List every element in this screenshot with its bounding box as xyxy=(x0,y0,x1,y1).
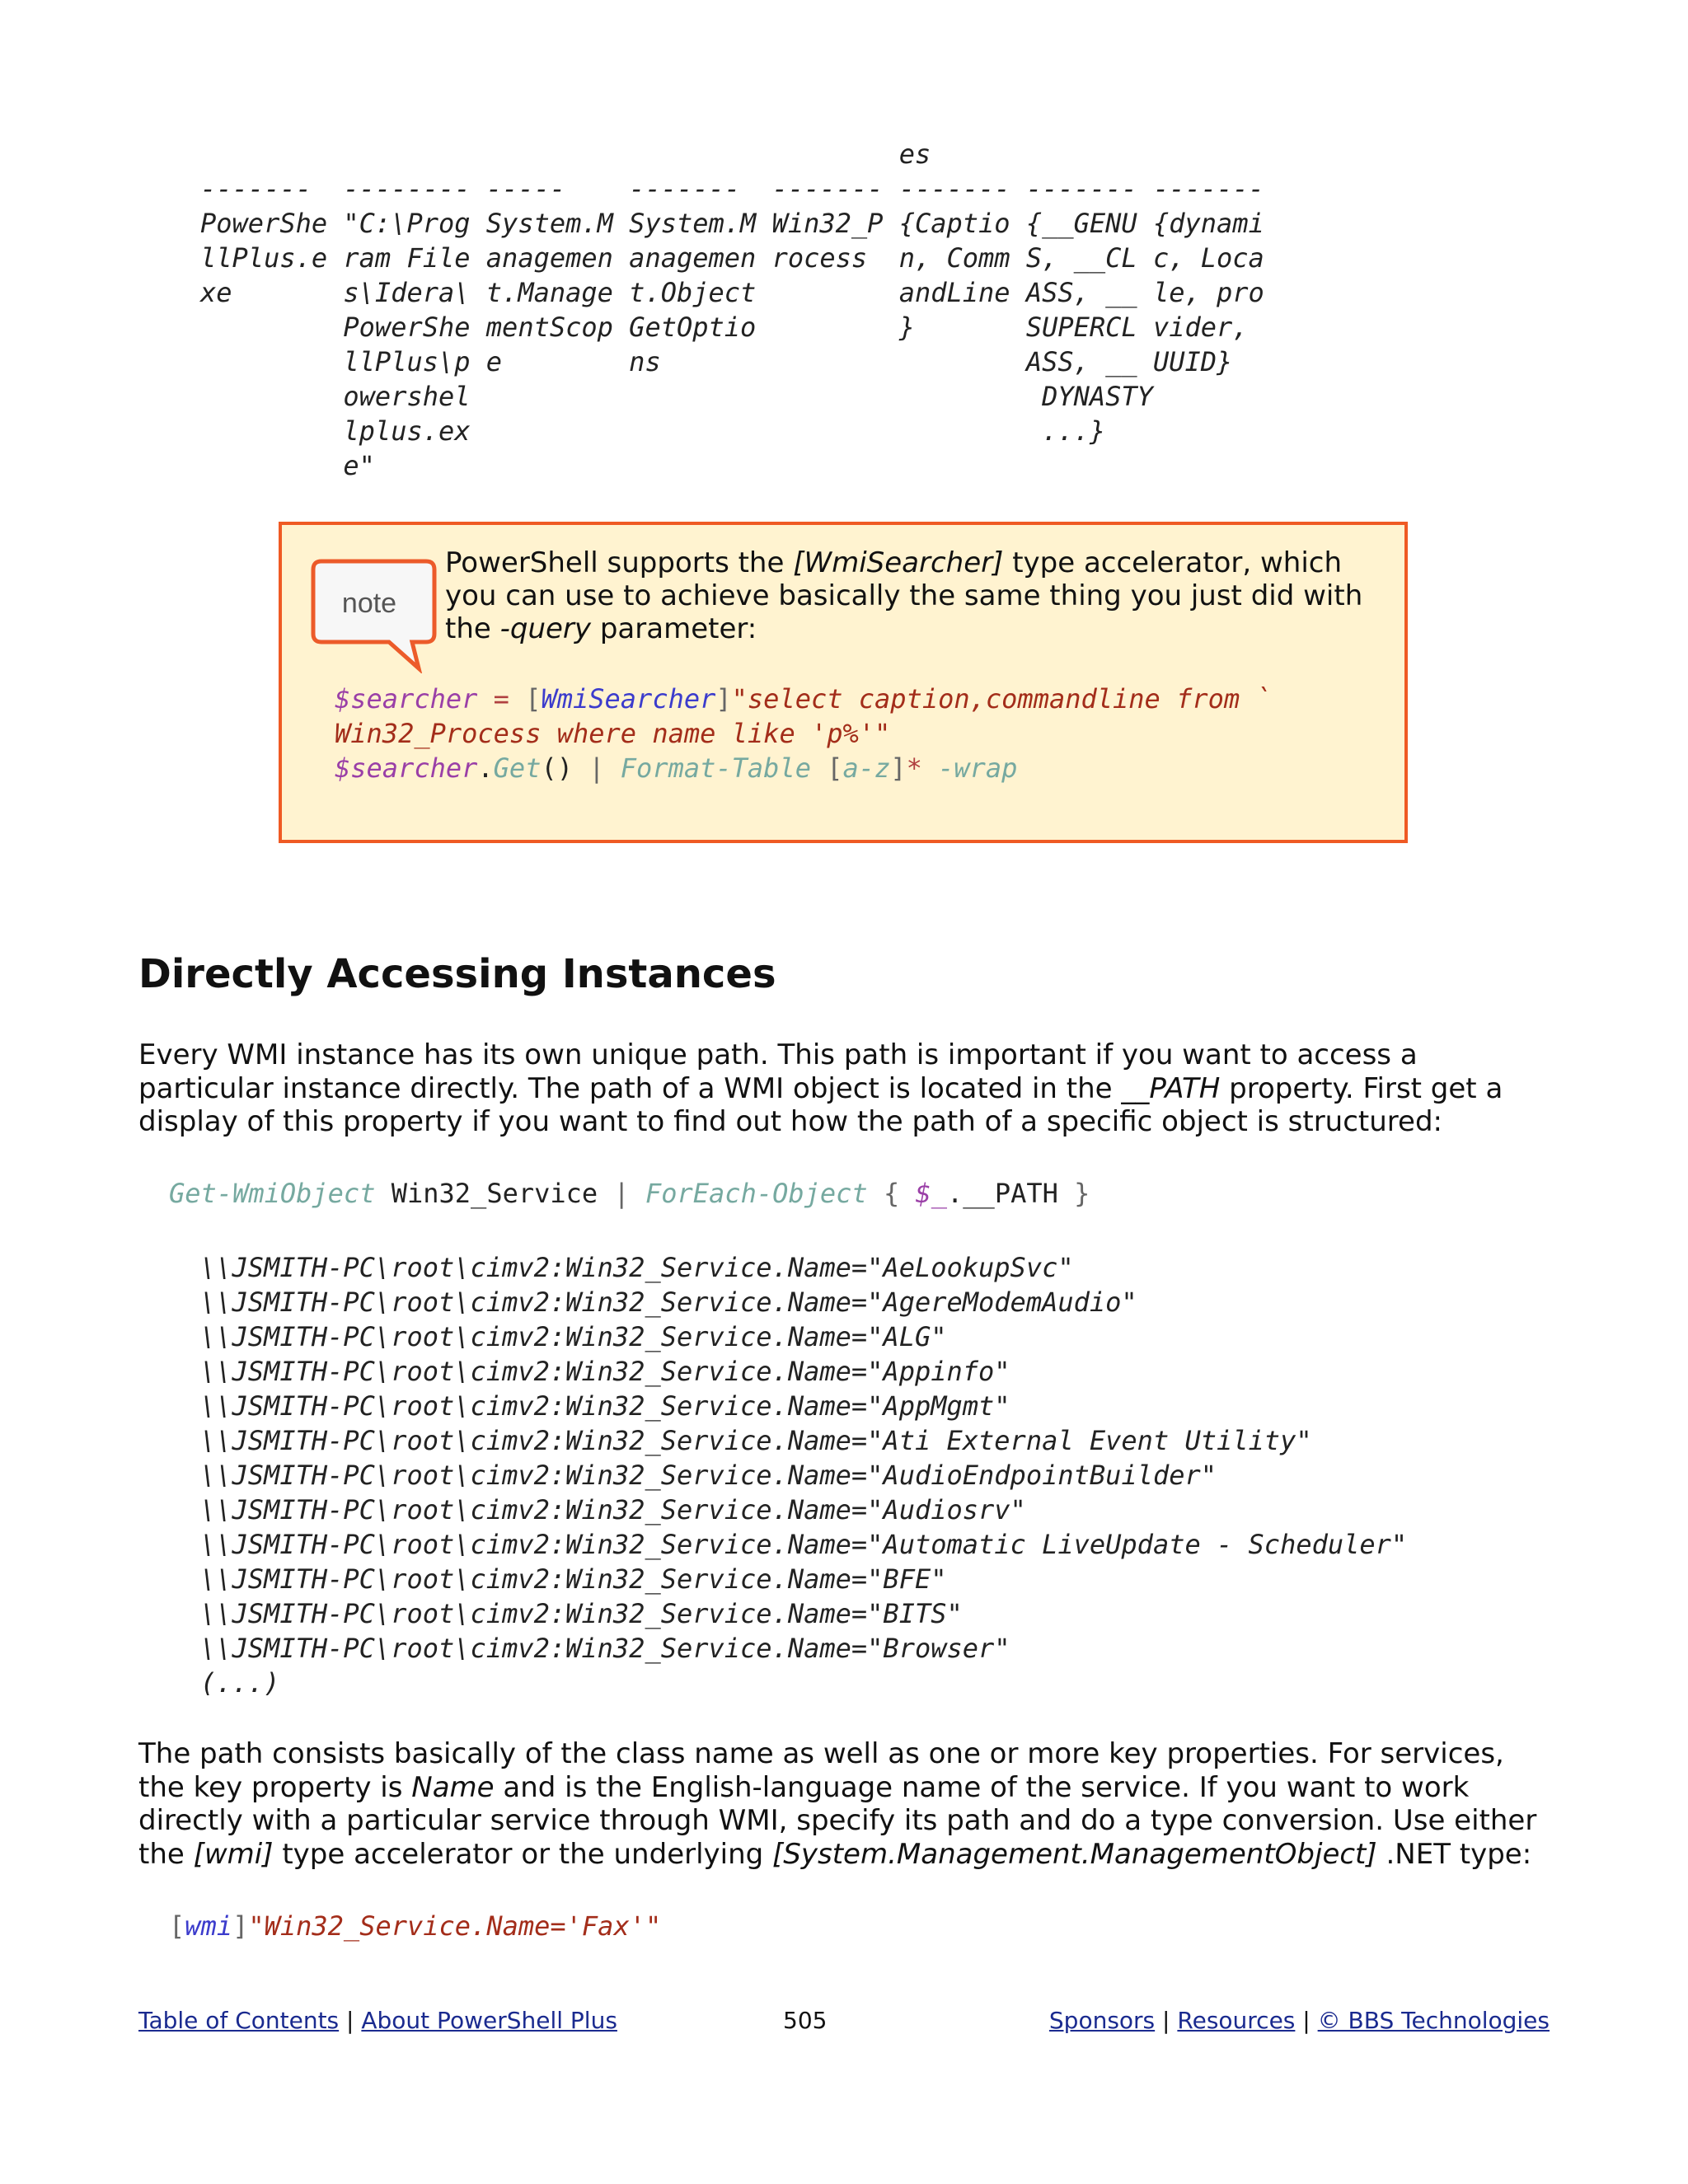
link-about-powershell-plus[interactable]: About PowerShell Plus xyxy=(361,2007,617,2034)
note-box xyxy=(279,522,1408,843)
paragraph-path-intro: Every WMI instance has its own unique path. This path is important if you want to access a particular instance directly. The path of a WMI object is located in the __PATH property. First get a display of this property if you want to find out how the path of a specific object is structured: xyxy=(138,1038,1503,1138)
path-output-line: \\JSMITH-PC\root\cimv2:Win32_Service.Name="AeLookupSvc" xyxy=(200,1252,1074,1283)
path-output-line: \\JSMITH-PC\root\cimv2:Win32_Service.Name="Browser" xyxy=(200,1633,1010,1664)
page-footer xyxy=(138,2004,1550,2037)
footer-separator: | xyxy=(1155,2007,1178,2034)
path-output-line: \\JSMITH-PC\root\cimv2:Win32_Service.Name="Audiosrv" xyxy=(200,1494,1026,1526)
paths-output xyxy=(200,1250,1407,1700)
output-table-line: owershel DYNASTY xyxy=(200,381,1153,412)
output-table-line: e" xyxy=(200,450,375,481)
note-code-block: $searcher = [WmiSearcher]"select caption,commandline from ` Win32_Process where name like 'p%'" $searcher.Get() | Format-Table [a-z]* -wrap xyxy=(335,683,1272,784)
paragraph-path-structure: The path consists basically of the class name as well as one or more key properties. For services, the key property is Name and is the English-language name of the service. If you want to work directly with a particular service through WMI, specify its path and do a type conversion. Use either the [wmi] type accelerator or the underlying [System.Management.ManagementObject] .NET type: xyxy=(138,1737,1537,1871)
path-output-line: \\JSMITH-PC\root\cimv2:Win32_Service.Name="Automatic LiveUpdate - Scheduler" xyxy=(200,1529,1408,1560)
path-output-line: \\JSMITH-PC\root\cimv2:Win32_Service.Name="AudioEndpointBuilder" xyxy=(200,1460,1217,1491)
footer-left-links xyxy=(138,2004,617,2037)
path-output-line: \\JSMITH-PC\root\cimv2:Win32_Service.Name="BITS" xyxy=(200,1598,963,1629)
path-output-line: \\JSMITH-PC\root\cimv2:Win32_Service.Name="Ati External Event Utility" xyxy=(200,1425,1312,1456)
output-table-line: llPlus.e ram File anagemen anagemen rocess n, Comm S, __CL c, Loca xyxy=(200,242,1264,274)
output-table-line: PowerShe mentScop GetOptio } SUPERCL vider, xyxy=(200,312,1249,343)
link-resources[interactable]: Resources xyxy=(1177,2007,1296,2034)
output-table-line: llPlus\p e ns ASS, __ UUID} xyxy=(200,346,1233,377)
path-output-line: \\JSMITH-PC\root\cimv2:Win32_Service.Name="Appinfo" xyxy=(200,1356,1010,1387)
output-table xyxy=(200,137,1264,483)
footer-separator: | xyxy=(339,2007,362,2034)
note-icon xyxy=(310,558,438,673)
link-sponsors[interactable]: Sponsors xyxy=(1048,2007,1156,2034)
link-table-of-contents[interactable]: Table of Contents xyxy=(138,2007,340,2034)
output-table-line: lplus.ex ...} xyxy=(200,415,1106,447)
path-output-line: \\JSMITH-PC\root\cimv2:Win32_Service.Name="BFE" xyxy=(200,1563,947,1595)
section-heading: Directly Accessing Instances xyxy=(138,951,776,997)
path-output-line: \\JSMITH-PC\root\cimv2:Win32_Service.Name="ALG" xyxy=(200,1321,947,1352)
note-icon-label: note xyxy=(341,588,397,619)
output-table-line: xe s\Idera\ t.Manage t.Object andLine ASS, __ le, pro xyxy=(200,277,1264,308)
output-table-line: es xyxy=(200,138,931,170)
output-table-line: ------- -------- ----- ------- ------- ------- ------- ------- xyxy=(200,173,1264,204)
page-number: 505 xyxy=(783,2007,828,2034)
footer-separator: | xyxy=(1295,2007,1318,2034)
footer-right-links xyxy=(1049,2004,1550,2037)
note-text: PowerShell supports the [WmiSearcher] type accelerator, which you can use to achieve basically the same thing you just did with the -query parameter: xyxy=(445,546,1363,645)
link-bbs-technologies[interactable]: © BBS Technologies xyxy=(1317,2007,1550,2034)
output-table-line: PowerShe "C:\Prog System.M System.M Win32_P {Captio {__GENU {dynami xyxy=(200,208,1264,239)
code-wmi-cast: [wmi]"Win32_Service.Name='Fax'" xyxy=(169,1910,662,1942)
path-output-line: (...) xyxy=(200,1667,280,1699)
code-get-wmiobject: Get-WmiObject Win32_Service | ForEach-Object { $_.__PATH } xyxy=(169,1178,1090,1209)
path-output-line: \\JSMITH-PC\root\cimv2:Win32_Service.Name="AgereModemAudio" xyxy=(200,1286,1137,1318)
path-output-line: \\JSMITH-PC\root\cimv2:Win32_Service.Name="AppMgmt" xyxy=(200,1390,1010,1422)
